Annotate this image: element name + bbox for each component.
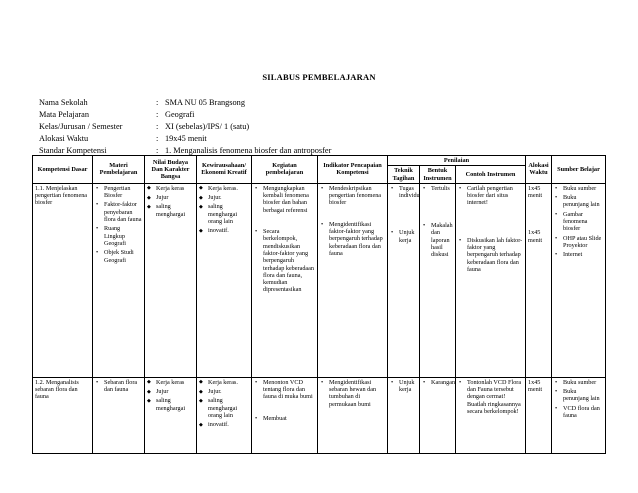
indikator-list: [320, 379, 385, 408]
kegiatan-cell: [252, 183, 318, 377]
header-kegiatan: Kegiatan pembelajaran: [252, 156, 318, 184]
meta-label: Nama Sekolah: [39, 98, 88, 107]
materi-cell: [93, 183, 145, 377]
list-item: ◆ inovatif.: [199, 421, 249, 428]
list-item: ◆ inovatif.: [199, 227, 249, 234]
meta-label: Kelas/Jurusan / Semester: [39, 122, 123, 132]
list-item: • Tertulis: [422, 185, 453, 192]
table-row: [33, 183, 606, 377]
header-materi: Materi Pembelajaran: [93, 156, 145, 184]
teknik-list: [390, 184, 420, 244]
header-teknik: Teknik Tagihan: [388, 166, 420, 184]
bentuk-cell: [420, 183, 456, 377]
list-item: • Buku penunjang lain: [554, 388, 603, 403]
document-title: SILABUS PEMBELAJARAN: [262, 72, 376, 82]
sumber-cell: [552, 377, 606, 453]
list-item: • Unjuk kerja: [390, 229, 417, 244]
header-nilai-budaya: Nilai Budaya Dan Karakter Bangsa: [145, 156, 197, 184]
list-item: • Buku sumber: [554, 185, 603, 192]
list-item: • Carilah pengertian biosfer dari situs internet!: [458, 185, 523, 207]
alokasi-cell: [526, 183, 552, 377]
list-item: ◆ Jujur: [147, 194, 194, 201]
header-contoh: Contoh Instrumen: [456, 166, 526, 184]
kegiatan-list: [254, 185, 315, 294]
nilai-cell: [145, 183, 197, 377]
meta-value: 1. Menganalisis fenomena biosfer dan antroposfer: [165, 146, 332, 156]
meta-label: Standar Kompetensi: [39, 146, 107, 156]
alokasi-cell: [526, 377, 552, 453]
meta-sep: :: [156, 134, 159, 144]
list-item: • Menonton VCD tentang flora dan fauna di muka bumi: [254, 379, 315, 401]
header-sumber-belajar: Sumber Belajar: [552, 156, 606, 184]
list-item: ◆ Jujur.: [199, 388, 249, 395]
contoh-cell: [456, 377, 526, 453]
kwu-cell: [197, 377, 252, 453]
indikator-cell: [318, 183, 388, 377]
meta-value: 19x45 menit: [165, 134, 207, 144]
list-item: ◆ Kerja keras: [147, 379, 194, 386]
indikator-cell: [318, 377, 388, 453]
kegiatan-cell: [252, 377, 318, 453]
syllabus-table: [32, 155, 606, 454]
list-item: • VCD flora dan fauna: [554, 405, 603, 420]
sumber-list: [554, 185, 603, 259]
meta-row: [39, 97, 331, 109]
materi-list: [95, 185, 142, 264]
kwu-list: [199, 379, 249, 429]
indikator-list: [320, 185, 385, 257]
list-item: ◆ saling menghargai orang lain: [199, 203, 249, 225]
list-item: ◆ Jujur.: [199, 194, 249, 201]
meta-label: Mata Pelajaran: [39, 110, 89, 120]
header-indikator: Indikator Pencapaian Kompetensi: [318, 156, 388, 184]
list-item: ◆ Kerja keras.: [199, 185, 249, 192]
list-item: • Mengidentifikasi faktor-faktor yang berpengaruh terhadap keberadaan flora dan fauna: [320, 221, 385, 257]
list-item: • Gambar fenomena biosfer: [554, 211, 603, 233]
meta-label: Alokasi Waktu: [39, 134, 89, 144]
materi-cell: [93, 377, 145, 453]
kwu-cell: [197, 183, 252, 377]
list-item: • Faktor-faktor penyebaran flora dan fauna: [95, 201, 142, 223]
list-item: • Makalah dan laporan hasil diskusi: [422, 222, 453, 258]
list-item: ◆ Kerja keras: [147, 185, 194, 192]
list-item: ◆ saling menghargai: [147, 203, 194, 218]
kd-cell: [33, 183, 93, 377]
list-item: • Mendeskripsikan pengertian fenomena biosfer: [320, 185, 385, 207]
meta-sep: :: [156, 122, 159, 132]
list-item: • Objek Studi Geografi: [95, 249, 142, 264]
alokasi-text: 1x45 menit: [528, 184, 543, 200]
sumber-cell: [552, 183, 606, 377]
header-kompetensi-dasar: Kompetensi Dasar: [33, 156, 93, 184]
meta-sep: :: [156, 146, 159, 156]
list-item: • Membuat: [254, 415, 315, 422]
list-item: • Pengertian Biosfer: [95, 185, 142, 200]
meta-row: [39, 133, 331, 145]
meta-value: Geografi: [165, 110, 195, 120]
list-item: ◆ saling menghargai: [147, 397, 194, 412]
teknik-list: [390, 379, 417, 394]
kd-text: 1.1. Menjelaskan pengertian fenomena biosfer: [35, 184, 88, 207]
list-item: • Buku sumber: [554, 379, 603, 386]
meta-sep: :: [156, 110, 159, 120]
header-kewirausahaan: Kewirausahaan/ Ekonomi Kreatif: [197, 156, 252, 184]
list-item: • Internet: [554, 251, 603, 258]
teknik-cell: [388, 183, 420, 377]
list-item: • Unjuk kerja: [390, 379, 417, 394]
sumber-list: [554, 379, 603, 419]
kwu-list: [199, 185, 249, 235]
list-item: • Karangan: [422, 379, 453, 386]
table-row: [33, 377, 606, 453]
list-item: • Diskusikan lah faktor-faktor yang berpengaruh terhadap keberadaan flora dan fauna: [458, 237, 523, 273]
syllabus-meta: [39, 97, 331, 157]
alokasi-text: 1x45 menit: [528, 378, 543, 394]
bentuk-cell: [420, 377, 456, 453]
list-item: ◆ Kerja keras.: [199, 379, 249, 386]
teknik-cell: [388, 377, 420, 453]
list-item: • Secara berkelompok, mendiskusikan faktor-faktor yang berpengaruh terhadap keberadaan flora dan fauna, kemudian dipresentasikan: [254, 228, 315, 294]
nilai-list: [147, 379, 194, 412]
kd-cell: [33, 377, 93, 453]
list-item: • OHP atau Slide Proyektor: [554, 235, 603, 250]
alokasi-text: 1x45 menit: [528, 229, 543, 244]
meta-row: [39, 121, 331, 133]
bentuk-list: [422, 185, 453, 259]
list-item: • Ruang Lingkup Geografi: [95, 225, 142, 247]
header-penilaian: Penilaian: [388, 156, 526, 166]
header-alokasi-waktu: Alokasi Waktu: [526, 156, 552, 184]
kegiatan-list: [254, 379, 315, 422]
contoh-list: [458, 185, 523, 273]
list-item: • Tontonlah VCD Flora dan Fauna tersebut dengan cermat! Buatlah ringkasannya secara berkelompok!: [458, 379, 523, 415]
meta-value: XI (sebelas)/IPS/ 1 (satu): [165, 122, 250, 132]
list-item: ◆ Jujur: [147, 388, 194, 395]
contoh-cell: [456, 183, 526, 377]
materi-list: [95, 379, 142, 394]
list-item: • Mengungkapkan kembali fenomena biosfer dan bahan berbagai referensi: [254, 185, 315, 214]
list-item: • Tugas individu: [390, 185, 417, 200]
contoh-list: [458, 379, 523, 415]
meta-row: [39, 109, 331, 121]
header-bentuk: Bentuk Instrumen: [420, 166, 456, 184]
list-item: • Buku penunjang lain: [554, 194, 603, 209]
meta-value: SMA NU 05 Brangsong: [165, 98, 245, 107]
nilai-list: [147, 185, 194, 218]
bentuk-list: [422, 378, 456, 386]
nilai-cell: [145, 377, 197, 453]
list-item: ◆ saling menghargai orang lain: [199, 397, 249, 419]
meta-sep: :: [156, 98, 159, 107]
list-item: • Sebaran flora dan fauna: [95, 379, 142, 394]
kd-text: 1.2. Menganalisis sebaran flora dan fauna: [35, 378, 79, 401]
list-item: • Mengidentifikasi sebaran hewan dan tumbuhan di permukaan bumi: [320, 379, 385, 408]
